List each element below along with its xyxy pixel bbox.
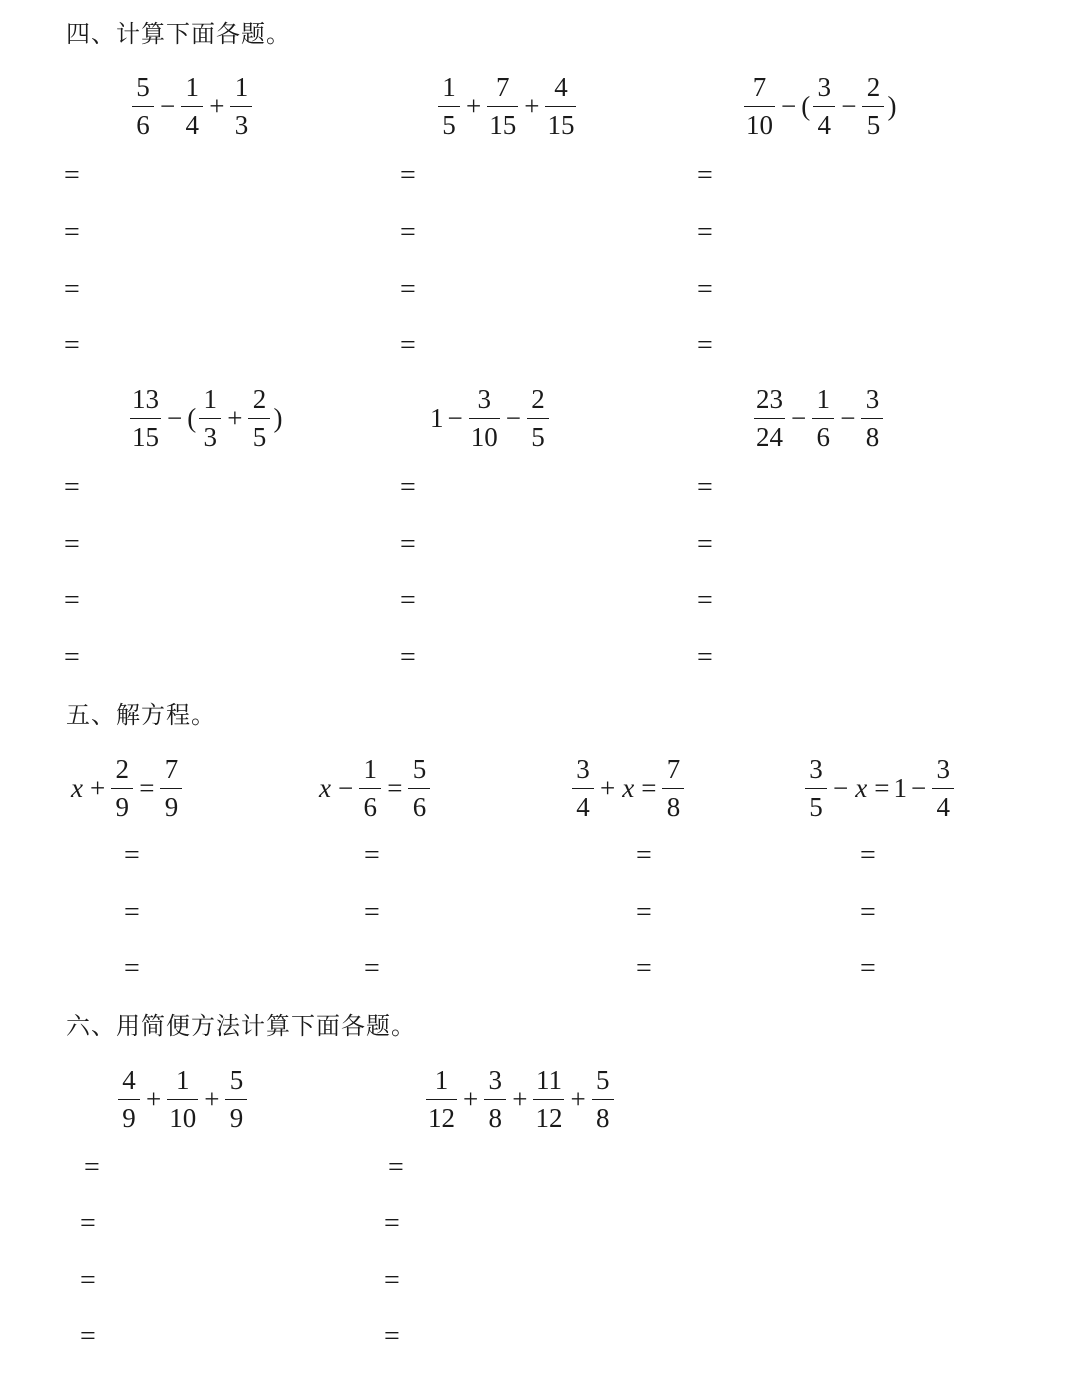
equals-sign: = [124,897,140,928]
equals-sign: = [364,897,380,928]
equals-sign: = [860,840,876,871]
fraction: $\frac{1}{5}$ [438,74,460,139]
equals-sign: = [697,160,713,191]
fraction: $\frac{2}{9}$ [111,756,133,821]
equals-sign: = [384,1265,400,1296]
fraction: $\frac{7}{15}$ [489,72,517,141]
equals-sign: = [636,897,652,928]
problem-4-6: $\frac{23}{24}$ − $\frac{1}{6}$ − $\frac{3}{8}$ [752,386,885,451]
equals-sign: = [364,953,380,984]
equals-sign: = [697,217,713,248]
equation-5-4: $\frac{3}{5}$ − x = 1 − $\frac{3}{4}$ [803,756,956,821]
problem-6-1: $\frac{4}{9}$ + $\frac{1}{10}$ + $\frac{5}{9}$ [116,1067,249,1132]
fraction: $\frac{4}{15}$ [547,72,575,141]
fraction: $\frac{2}{5}$ [527,386,549,451]
equals-sign: = [64,160,80,191]
section-heading-six: 六、用简便方法计算下面各题。 [66,1012,416,1040]
fraction: $\frac{3}{8}$ [861,386,883,451]
equals-sign: = [400,330,416,361]
equals-sign: = [364,840,380,871]
equals-sign: = [697,330,713,361]
fraction: $\frac{5}{6}$ [132,74,154,139]
equals-sign: = [384,1321,400,1352]
fraction: $\frac{7}{10}$ [746,72,773,141]
equals-sign: = [400,160,416,191]
equals-sign: = [400,472,416,503]
equals-sign: = [64,217,80,248]
equals-sign: = [64,274,80,305]
equals-sign: = [860,897,876,928]
fraction: $\frac{3}{8}$ [484,1067,506,1132]
fraction: $\frac{5}{6}$ [408,756,430,821]
equals-sign: = [400,274,416,305]
fraction: $\frac{1}{12}$ [428,1065,455,1134]
fraction: $\frac{1}{6}$ [812,386,834,451]
fraction: $\frac{1}{3}$ [199,386,221,451]
equals-sign: = [697,472,713,503]
equals-sign: = [124,953,140,984]
problem-6-2: $\frac{1}{12}$ + $\frac{3}{8}$ + $\frac{11}{12}$ + $\frac{5}{8}$ [424,1067,616,1132]
problem-4-2: $\frac{1}{5}$ + $\frac{7}{15}$ + $\frac{4}{15}$ [436,74,578,139]
fraction: $\frac{3}{4}$ [572,756,594,821]
equals-sign: = [697,529,713,560]
fraction: $\frac{2}{5}$ [862,74,884,139]
fraction: $\frac{1}{10}$ [169,1065,197,1134]
equals-sign: = [384,1208,400,1239]
equals-sign: = [860,953,876,984]
equals-sign: = [697,642,713,673]
fraction: $\frac{11}{12}$ [535,1065,563,1134]
equals-sign: = [400,585,416,616]
problem-4-4: $\frac{13}{15}$ − ( $\frac{1}{3}$ + $\frac{2}{5}$ ) [132,384,283,453]
fraction: $\frac{23}{24}$ [756,384,783,453]
fraction: $\frac{13}{15}$ [132,384,159,453]
fraction: $\frac{3}{4}$ [813,74,835,139]
equals-sign: = [400,529,416,560]
problem-4-1: $\frac{5}{6}$ − $\frac{1}{4}$ + $\frac{1}{3}$ [130,74,254,139]
fraction: $\frac{7}{9}$ [160,756,182,821]
fraction: $\frac{3}{4}$ [932,756,954,821]
equals-sign: = [64,585,80,616]
equals-sign: = [84,1152,100,1183]
equals-sign: = [64,472,80,503]
fraction: $\frac{1}{6}$ [359,756,381,821]
fraction: $\frac{4}{9}$ [118,1067,140,1132]
fraction: $\frac{1}{3}$ [230,74,252,139]
fraction: $\frac{1}{4}$ [181,74,203,139]
fraction: $\frac{3}{10}$ [470,384,498,453]
equals-sign: = [64,330,80,361]
fraction: $\frac{5}{9}$ [225,1067,247,1132]
fraction: $\frac{3}{5}$ [805,756,827,821]
equals-sign: = [636,840,652,871]
section-heading-four: 四、计算下面各题。 [66,20,291,48]
equals-sign: = [80,1265,96,1296]
equals-sign: = [388,1152,404,1183]
fraction: $\frac{7}{8}$ [662,756,684,821]
equals-sign: = [697,585,713,616]
equation-5-1: x + $\frac{2}{9}$ = $\frac{7}{9}$ [68,756,184,821]
equation-5-3: $\frac{3}{4}$ + x = $\frac{7}{8}$ [570,756,686,821]
equals-sign: = [636,953,652,984]
problem-4-5: 1 − $\frac{3}{10}$ − $\frac{2}{5}$ [430,386,551,451]
equals-sign: = [80,1321,96,1352]
fraction: $\frac{2}{5}$ [248,386,270,451]
problem-4-3: $\frac{7}{10}$ − ( $\frac{3}{4}$ − $\frac{2}{5}$ ) [746,72,897,141]
equals-sign: = [124,840,140,871]
equals-sign: = [400,217,416,248]
equals-sign: = [64,529,80,560]
equation-5-2: x − $\frac{1}{6}$ = $\frac{5}{6}$ [316,756,432,821]
equals-sign: = [400,642,416,673]
equals-sign: = [697,274,713,305]
equals-sign: = [64,642,80,673]
section-heading-five: 五、解方程。 [66,701,216,729]
equals-sign: = [80,1208,96,1239]
fraction: $\frac{5}{8}$ [592,1067,614,1132]
